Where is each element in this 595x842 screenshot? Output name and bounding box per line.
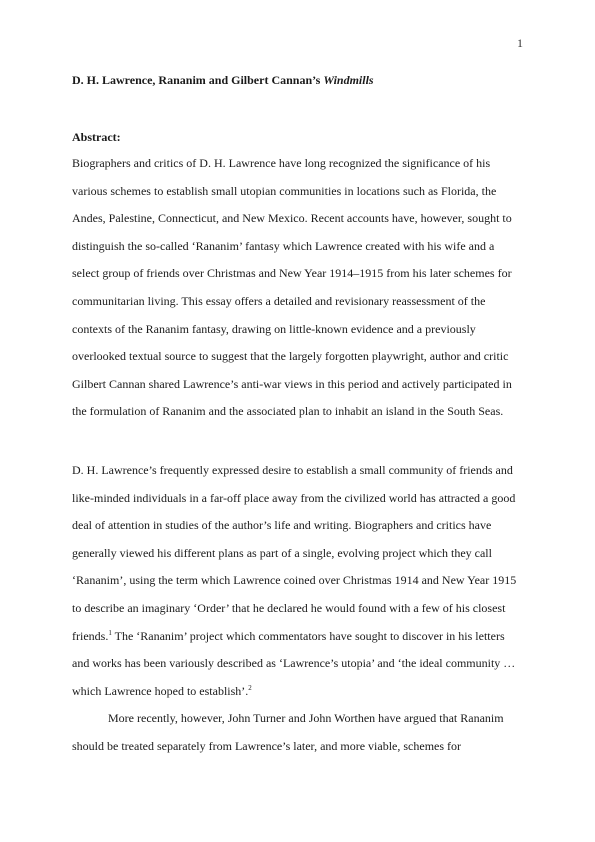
footnote-marker-2[interactable]: 2	[248, 683, 252, 692]
line-text: friends.	[72, 628, 109, 643]
body-text	[72, 457, 534, 761]
paragraph-1-line	[72, 623, 534, 651]
paragraph-1-line: and works has been variously described as ‘Lawrence’s utopia’ and ‘the ideal community …	[72, 656, 516, 671]
abstract-line: the formulation of Rananim and the associated plan to inhabit an island in the South Seas.	[72, 404, 504, 419]
abstract-line: distinguish the so-called ‘Rananim’ fantasy which Lawrence created with his wife and a	[72, 238, 495, 253]
page-number: 1	[517, 36, 523, 50]
abstract-heading: Abstract:	[72, 130, 121, 144]
abstract-line: Gilbert Cannan shared Lawrence’s anti-war views in this period and actively participated in	[72, 376, 512, 391]
abstract-line: various schemes to establish small utopian communities in locations such as Florida, the	[72, 183, 497, 198]
abstract-line: contexts of the Rananim fantasy, drawing on little-known evidence and a previously	[72, 321, 476, 336]
abstract-line: select group of friends over Christmas and New Year 1914–1915 from his later schemes for	[72, 266, 512, 281]
abstract-line: Biographers and critics of D. H. Lawrence have long recognized the significance of his	[72, 156, 491, 170]
line-text: The ‘Rananim’ project which commentators have sought to discover in his letters	[111, 628, 505, 643]
paragraph-1-line: like-minded individuals in a far-off place away from the civilized world has attracted a good	[72, 490, 516, 505]
paper-title	[72, 72, 532, 88]
paragraph-1-line: deal of attention in studies of the author’s life and writing. Biographers and critics have	[72, 518, 492, 533]
paragraph-1-line: ‘Rananim’, using the term which Lawrence coined over Christmas 1914 and New Year 1915	[72, 573, 517, 588]
abstract-line: communitarian living. This essay offers a detailed and revisionary reassessment of the	[72, 293, 486, 308]
title-italic: Windmills	[323, 73, 374, 87]
paragraph-1-line	[72, 678, 534, 706]
paragraph-1-line: D. H. Lawrence’s frequently expressed desire to establish a small community of friends and	[72, 463, 513, 477]
paragraph-2-line: should be treated separately from Lawrence’s later, and more viable, schemes for	[72, 738, 462, 753]
paragraph-2-line: More recently, however, John Turner and John Worthen have argued that Rananim	[108, 711, 504, 726]
paragraph-1-line: to describe an imaginary ‘Order’ that he declared he would found with a few of his closest	[72, 600, 506, 615]
abstract-line: overlooked textual source to suggest that the largely forgotten playwright, author and critic	[72, 349, 509, 364]
abstract-body	[72, 150, 534, 426]
abstract-line: Andes, Palestine, Connecticut, and New Mexico. Recent accounts have, however, sought to	[72, 211, 512, 226]
paragraph-1-line: generally viewed his different plans as part of a single, evolving project which they call	[72, 545, 492, 560]
title-text: D. H. Lawrence, Rananim and Gilbert Cannan’s	[72, 73, 324, 87]
line-text: which Lawrence hoped to establish’.	[72, 683, 249, 698]
footnote-marker-1[interactable]: 1	[108, 628, 112, 637]
